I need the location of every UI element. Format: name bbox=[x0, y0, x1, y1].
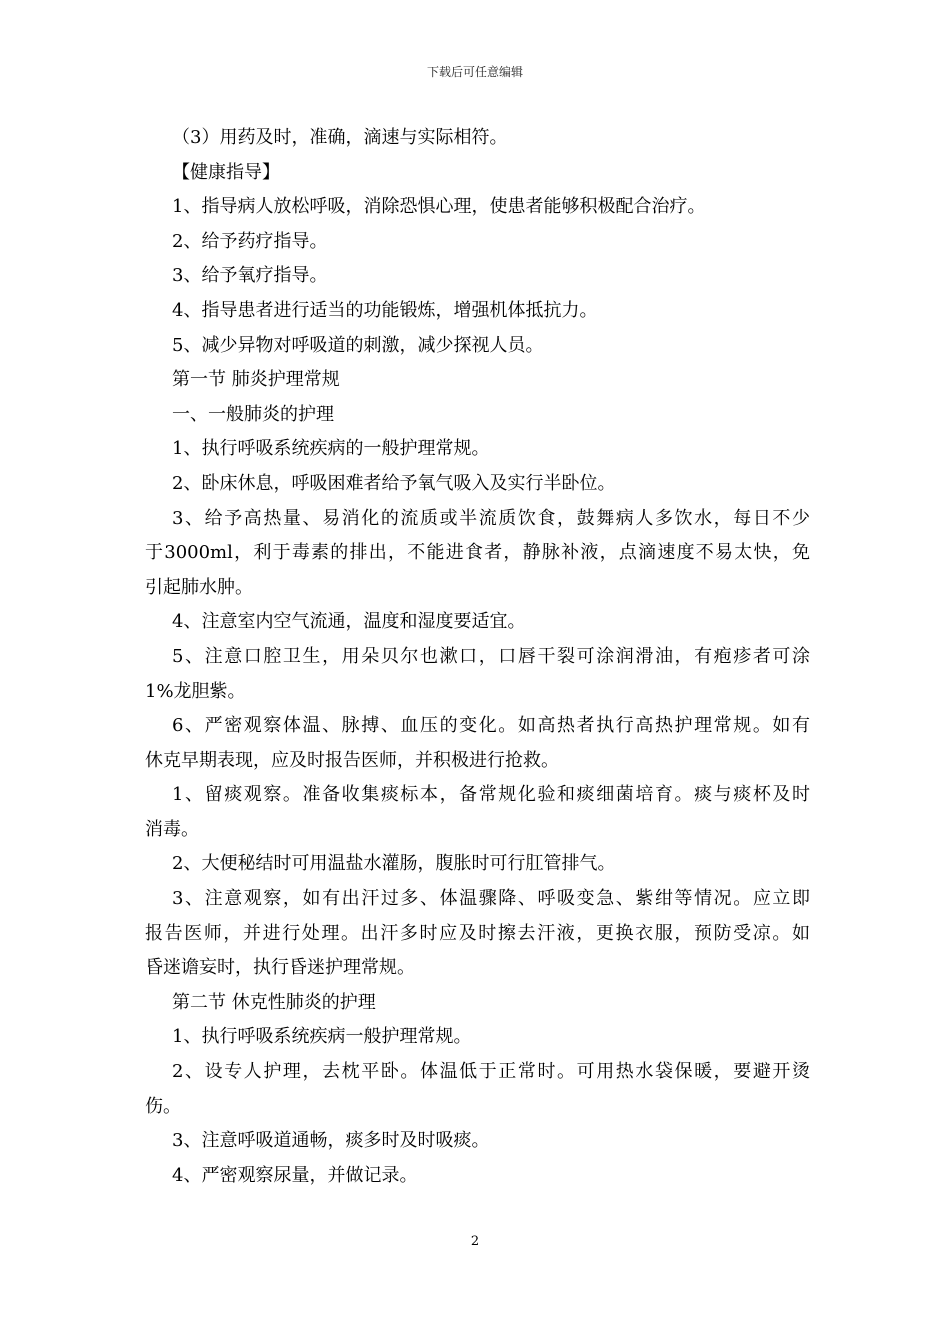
paragraph-line: 报告医师，并进行处理。出汗多时应及时擦去汗液，更换衣服，预防受凉。如 bbox=[145, 922, 810, 944]
list-item: 3、注意呼吸道通畅，痰多时及时吸痰。 bbox=[172, 1130, 490, 1152]
list-item: 5、注意口腔卫生，用朵贝尔也漱口，口唇干裂可涂润滑油，有疱疹者可涂 bbox=[172, 645, 810, 667]
paragraph-line: 1%龙胆紫。 bbox=[145, 680, 246, 702]
list-item: 4、指导患者进行适当的功能锻炼，增强机体抵抗力。 bbox=[172, 299, 598, 321]
list-item: 1、指导病人放松呼吸，消除恐惧心理，使患者能够积极配合治疗。 bbox=[172, 196, 706, 218]
section-heading: 第一节 肺炎护理常规 bbox=[172, 369, 340, 391]
list-item: 3、注意观察，如有出汗过多、体温骤降、呼吸变急、紫绀等情况。应立即 bbox=[172, 888, 810, 910]
section-heading: 【健康指导】 bbox=[172, 161, 280, 183]
list-item: 2、卧床休息，呼吸困难者给予氧气吸入及实行半卧位。 bbox=[172, 472, 616, 494]
paragraph-line: 伤。 bbox=[145, 1095, 181, 1117]
list-item: 2、设专人护理，去枕平卧。体温低于正常时。可用热水袋保暖，要避开烫 bbox=[172, 1061, 810, 1083]
paragraph-line: 引起肺水肿。 bbox=[145, 576, 253, 598]
list-item: 4、严密观察尿量，并做记录。 bbox=[172, 1164, 418, 1186]
paragraph-line: 休克早期表现，应及时报告医师，并积极进行抢救。 bbox=[145, 749, 559, 771]
subsection-heading: 一、一般肺炎的护理 bbox=[172, 403, 334, 425]
list-item: 3、给予高热量、易消化的流质或半流质饮食，鼓舞病人多饮水，每日不少 bbox=[172, 507, 810, 529]
list-item: 6、严密观察体温、脉搏、血压的变化。如高热者执行高热护理常规。如有 bbox=[172, 715, 810, 737]
list-item: 1、执行呼吸系统疾病的一般护理常规。 bbox=[172, 438, 490, 460]
list-item: 3、给予氧疗指导。 bbox=[172, 265, 328, 287]
page-number: 2 bbox=[470, 1234, 480, 1249]
section-heading: 第二节 休克性肺炎的护理 bbox=[172, 991, 376, 1013]
list-item: 5、减少异物对呼吸道的刺激，减少探视人员。 bbox=[172, 334, 544, 356]
paragraph-line: （3）用药及时，准确，滴速与实际相符。 bbox=[172, 127, 508, 148]
list-item: 1、留痰观察。准备收集痰标本，备常规化验和痰细菌培育。痰与痰杯及时 bbox=[172, 784, 810, 806]
paragraph-line: 于3000ml，利于毒素的排出，不能进食者，静脉补液，点滴速度不易太快，免 bbox=[145, 542, 810, 564]
paragraph-line: 消毒。 bbox=[145, 818, 199, 840]
document-body bbox=[145, 121, 810, 1193]
page-header: 下载后可任意编辑 bbox=[426, 65, 523, 79]
paragraph-line: 昏迷谵妄时，执行昏迷护理常规。 bbox=[145, 957, 415, 979]
list-item: 4、注意室内空气流通，温度和湿度要适宜。 bbox=[172, 611, 526, 633]
list-item: 1、执行呼吸系统疾病一般护理常规。 bbox=[172, 1026, 472, 1048]
list-item: 2、给予药疗指导。 bbox=[172, 230, 328, 252]
list-item: 2、大便秘结时可用温盐水灌肠，腹胀时可行肛管排气。 bbox=[172, 853, 616, 875]
